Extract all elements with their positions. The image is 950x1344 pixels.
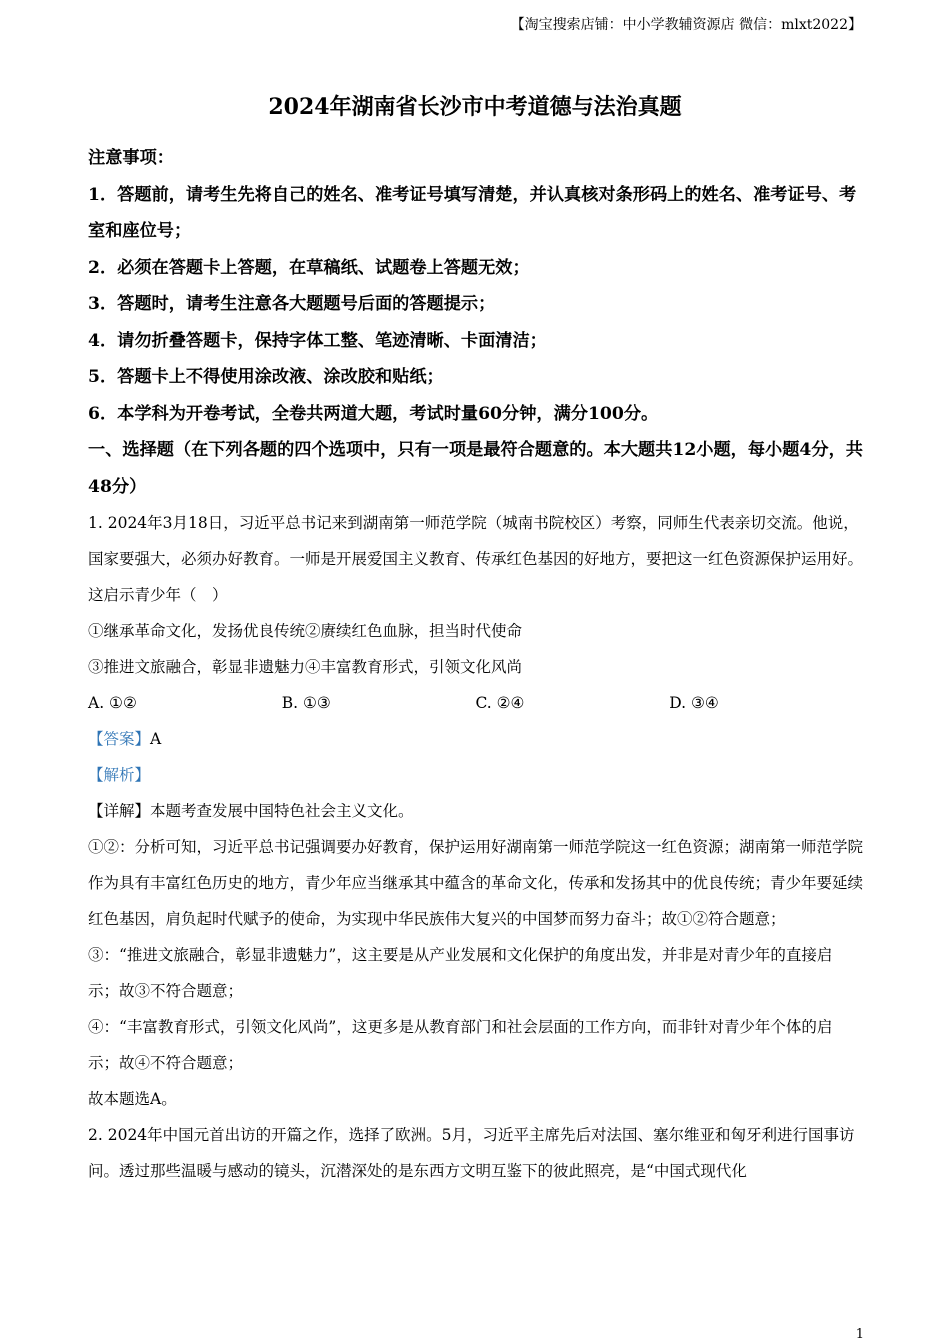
notice-item: 6．本学科为开卷考试，全卷共两道大题，考试时量60分钟，满分100分。 bbox=[88, 403, 659, 424]
option-c: C. ②④ bbox=[475, 694, 525, 712]
option-d: D. ③④ bbox=[669, 694, 719, 712]
document-body bbox=[88, 140, 863, 1189]
question-1-options bbox=[88, 685, 863, 721]
question-1-statements: ①继承革命文化，发扬优良传统②赓续红色血脉，担当时代使命 bbox=[88, 622, 523, 640]
question-2-stem: 2. 2024年中国元首出访的开篇之作，选择了欧洲。5月，习近平主席先后对法国、塞尔维亚和匈牙利进行国事访问。透过那些温暖与感动的镜头，沉潜深处的是东西方文明互鉴下的彼此照亮，是“中国式现代化 bbox=[88, 1126, 855, 1180]
question-1-stem: 1. 2024年3月18日，习近平总书记来到湖南第一师范学院（城南书院校区）考察，同师生代表亲切交流。他说，国家要强大，必须办好教育。一师是开展爱国主义教育、传承红色基因的好地方，要把这一红色资源保护运用好。这启示青少年（ ） bbox=[88, 514, 864, 604]
explanation-paragraph: ①②：分析可知，习近平总书记强调要办好教育，保护运用好湖南第一师范学院这一红色资源；湖南第一师范学院作为具有丰富红色历史的地方，青少年应当继承其中蕴含的革命文化，传承和发扬其中的优良传统；青少年要延续红色基因，肩负起时代赋予的使命，为实现中华民族伟大复兴的中国梦而努力奋斗；故①②符合题意； bbox=[88, 838, 864, 928]
page-title: 2024年湖南省长沙市中考道德与法治真题 bbox=[268, 94, 682, 120]
explanation-paragraph: ③：“推进文旅融合，彰显非遗魅力”，这主要是从产业发展和文化保护的角度出发，并非是对青少年的直接启示；故③不符合题意； bbox=[88, 946, 833, 1000]
answer-value: A bbox=[150, 730, 162, 748]
notice-heading: 注意事项： bbox=[88, 148, 174, 168]
option-b: B. ①③ bbox=[281, 694, 331, 712]
notice-item: 2．必须在答题卡上答题，在草稿纸、试题卷上答题无效； bbox=[88, 257, 530, 278]
analysis-label: 【解析】 bbox=[88, 766, 151, 784]
section-heading: 一、选择题（在下列各题的四个选项中，只有一项是最符合题意的。本大题共12小题，每小题4分，共48分） bbox=[88, 440, 863, 497]
notice-item: 1．答题前，请考生先将自己的姓名、准考证号填写清楚，并认真核对条形码上的姓名、准考证号、考室和座位号； bbox=[88, 184, 857, 241]
option-a: A. ①② bbox=[88, 694, 137, 712]
notice-item: 3．答题时，请考生注意各大题题号后面的答题提示； bbox=[88, 294, 496, 314]
detail-line: 【详解】本题考查发展中国特色社会主义文化。 bbox=[88, 802, 414, 820]
question-1-statements: ③推进文旅融合，彰显非遗魅力④丰富教育形式，引领文化风尚 bbox=[88, 658, 523, 676]
explanation-paragraph: ④：“丰富教育形式，引领文化风尚”，这更多是从教育部门和社会层面的工作方向，而非针对青少年个体的启示；故④不符合题意； bbox=[88, 1018, 833, 1072]
notice-item: 4．请勿折叠答题卡，保持字体工整、笔迹清晰、卡面清洁； bbox=[88, 330, 547, 351]
notice-item: 5．答题卡上不得使用涂改液、涂改胶和贴纸； bbox=[88, 367, 444, 387]
answer-label: 【答案】 bbox=[88, 730, 151, 748]
page-number: 1 bbox=[855, 1327, 864, 1342]
conclusion-line: 故本题选A。 bbox=[88, 1090, 177, 1108]
answer-line bbox=[88, 721, 863, 757]
header-note: 【淘宝搜索店铺：中小学教辅资源店 微信：mlxt2022】 bbox=[510, 17, 862, 33]
